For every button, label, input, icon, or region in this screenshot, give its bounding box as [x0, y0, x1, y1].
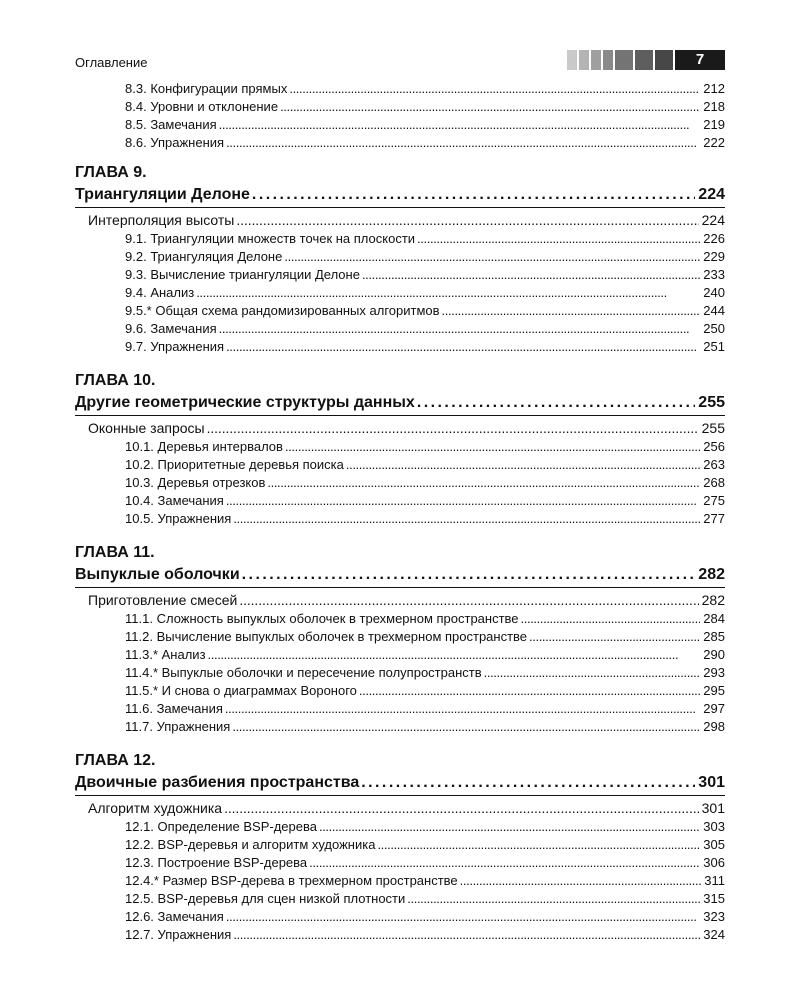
entry-title: Триангуляции множеств точек на плоскости: [150, 231, 416, 246]
entry-title: Общая схема рандомизированных алгоритмов: [155, 303, 440, 318]
page-number: 7: [675, 50, 725, 70]
dot-leader: [359, 682, 700, 700]
entry-title: Размер BSP-дерева в трехмерном пространстве: [162, 873, 458, 888]
dot-leader: [224, 798, 699, 818]
entry-page: 224: [701, 212, 725, 228]
entry-number: 12.4.*: [125, 873, 159, 888]
entry-page: 297: [703, 701, 725, 716]
entry-title: Деревья интервалов: [157, 439, 283, 454]
entry-number: 10.1.: [125, 439, 154, 454]
header-bar-block: [567, 50, 577, 70]
entry-title: Построение BSP-дерева: [157, 855, 308, 870]
entry-title: Оконные запросы: [88, 420, 205, 436]
entry-page: 282: [701, 592, 725, 608]
toc-entry[interactable]: [125, 610, 725, 628]
entry-page: 212: [703, 81, 725, 96]
dot-leader: [239, 590, 698, 610]
dot-leader: [226, 492, 700, 510]
section-entry[interactable]: [88, 798, 725, 818]
chapter-label: ГЛАВА 11.: [75, 544, 155, 561]
entry-title: Вычисление триангуляции Делоне: [150, 267, 360, 282]
dot-leader: [236, 210, 698, 230]
page-header: [75, 50, 725, 72]
entry-number: 12.3.: [125, 855, 154, 870]
entry-number: 9.6.: [125, 321, 147, 336]
entry-number: 8.6.: [125, 135, 147, 150]
dot-leader: [361, 772, 695, 794]
entry-title: Замечания: [150, 117, 217, 132]
dot-leader: [280, 98, 700, 116]
toc-entry[interactable]: [125, 474, 725, 492]
entry-title: Замечания: [157, 493, 224, 508]
entry-number: 11.7.: [125, 719, 153, 734]
continued-entries: [75, 80, 725, 152]
toc-entry[interactable]: [125, 682, 725, 700]
entry-page: 295: [703, 683, 725, 698]
dot-leader: [285, 438, 700, 456]
entry-title: Анализ: [150, 285, 195, 300]
entry-page: 229: [703, 249, 725, 264]
toc-entry[interactable]: [125, 854, 725, 872]
entry-page: 298: [703, 719, 725, 734]
toc-entry[interactable]: [125, 438, 725, 456]
toc-entry[interactable]: [125, 836, 725, 854]
entry-number: 11.5.*: [125, 683, 159, 698]
entry-number: 12.2.: [125, 837, 154, 852]
toc-entry[interactable]: [125, 510, 725, 528]
entry-title: BSP-деревья и алгоритм художника: [157, 837, 376, 852]
toc-entry[interactable]: [125, 628, 725, 646]
entry-title: И снова о диаграммах Вороного: [161, 683, 357, 698]
dot-leader: [417, 392, 695, 414]
entry-title: Триангуляция Делоне: [150, 249, 283, 264]
entry-page: 301: [701, 800, 725, 816]
gradient-blocks: [567, 50, 673, 70]
entry-title: Упражнения: [150, 135, 225, 150]
toc-entry[interactable]: [125, 818, 725, 836]
entry-title: Определение BSP-дерева: [157, 819, 317, 834]
header-bar-block: [615, 50, 633, 70]
entry-number: 9.2.: [125, 249, 147, 264]
entry-number: 11.2.: [125, 629, 153, 644]
entry-number: 10.4.: [125, 493, 154, 508]
chapter-title-entry[interactable]: [75, 564, 725, 588]
toc-entry[interactable]: [125, 80, 725, 98]
toc-entry[interactable]: [125, 230, 725, 248]
dot-leader: [417, 230, 700, 248]
running-title: Оглавление: [75, 55, 148, 70]
entry-title: Сложность выпуклых оболочек в трехмерном пространстве: [156, 611, 519, 626]
chapter-block: [75, 542, 725, 736]
chapter-title-entry[interactable]: [75, 392, 725, 416]
entry-number: 8.3.: [125, 81, 147, 96]
entry-page: 305: [703, 837, 725, 852]
dot-leader: [196, 284, 700, 302]
dot-leader: [362, 266, 700, 284]
entry-page: 303: [703, 819, 725, 834]
chapter-block: [75, 162, 725, 356]
entry-title: Деревья отрезков: [157, 475, 266, 490]
dot-leader: [232, 718, 700, 736]
entry-page: 218: [703, 99, 725, 114]
entry-number: 12.7.: [125, 927, 154, 942]
toc-entry[interactable]: [125, 718, 725, 736]
dot-leader: [219, 116, 701, 134]
section-entry[interactable]: [88, 590, 725, 610]
entry-page: 293: [703, 665, 725, 680]
dot-leader: [208, 646, 701, 664]
entry-page: 290: [703, 647, 725, 662]
entry-title: Двоичные разбиения пространства: [75, 774, 360, 791]
dot-leader: [233, 510, 700, 528]
header-decoration-bar: [567, 50, 725, 70]
entry-page: 323: [703, 909, 725, 924]
toc-entry[interactable]: [125, 338, 725, 356]
toc-entry[interactable]: [125, 248, 725, 266]
toc-entry[interactable]: [125, 134, 725, 152]
entry-page: 224: [698, 186, 725, 203]
entry-title: Триангуляции Делоне: [75, 186, 250, 203]
entry-page: 244: [703, 303, 725, 318]
table-of-contents: [75, 80, 725, 944]
entry-page: 222: [703, 135, 725, 150]
toc-entry[interactable]: [125, 890, 725, 908]
dot-leader: [309, 854, 700, 872]
toc-entry[interactable]: [125, 646, 725, 664]
dot-leader: [233, 926, 700, 944]
entry-title: Замечания: [157, 909, 224, 924]
entry-page: 311: [704, 873, 725, 888]
entry-number: 10.3.: [125, 475, 154, 490]
entry-title: BSP-деревья для сцен низкой плотности: [157, 891, 406, 906]
dot-leader: [521, 610, 701, 628]
dot-leader: [407, 890, 700, 908]
entry-title: Упражнения: [157, 927, 232, 942]
entry-page: 282: [698, 566, 725, 583]
header-bar-block: [655, 50, 673, 70]
entry-page: 285: [703, 629, 725, 644]
entry-number: 11.3.*: [125, 647, 159, 662]
entry-page: 275: [703, 493, 725, 508]
header-bar-block: [635, 50, 653, 70]
entry-number: 8.5.: [125, 117, 147, 132]
toc-entry[interactable]: [125, 98, 725, 116]
entry-page: 255: [701, 420, 725, 436]
chapter-label: ГЛАВА 9.: [75, 164, 147, 181]
dot-leader: [346, 456, 700, 474]
header-bar-block: [591, 50, 601, 70]
dot-leader: [319, 818, 700, 836]
entry-title: Алгоритм художника: [88, 800, 223, 816]
dot-leader: [529, 628, 700, 646]
entry-number: 10.5.: [125, 511, 154, 526]
entry-title: Другие геометрические структуры данных: [75, 394, 415, 411]
toc-entry[interactable]: [125, 116, 725, 134]
dot-leader: [484, 664, 701, 682]
toc-entry[interactable]: [125, 908, 725, 926]
entry-number: 8.4.: [125, 99, 147, 114]
entry-page: 233: [703, 267, 725, 282]
dot-leader: [219, 320, 701, 338]
entry-number: 9.7.: [125, 339, 147, 354]
entry-number: 9.1.: [125, 231, 147, 246]
dot-leader: [242, 564, 696, 586]
entry-number: 11.4.*: [125, 665, 159, 680]
entry-page: 240: [703, 285, 725, 300]
dot-leader: [289, 80, 700, 98]
chapter-block: [75, 750, 725, 944]
entry-number: 12.1.: [125, 819, 154, 834]
entry-page: 315: [703, 891, 725, 906]
entry-page: 277: [703, 511, 725, 526]
toc-entry[interactable]: [125, 284, 725, 302]
entry-title: Приоритетные деревья поиска: [157, 457, 344, 472]
entry-page: 268: [703, 475, 725, 490]
chapter-label: ГЛАВА 10.: [75, 372, 156, 389]
entry-number: 9.3.: [125, 267, 147, 282]
dot-leader: [284, 248, 700, 266]
entry-number: 11.1.: [125, 611, 153, 626]
entry-page: 250: [703, 321, 725, 336]
toc-entry[interactable]: [125, 320, 725, 338]
dot-leader: [460, 872, 702, 890]
chapter-title-entry[interactable]: [75, 772, 725, 796]
entry-page: 263: [703, 457, 725, 472]
entry-page: 256: [703, 439, 725, 454]
toc-entry[interactable]: [125, 492, 725, 510]
entry-page: 219: [703, 117, 725, 132]
entry-title: Замечания: [156, 701, 223, 716]
entry-page: 226: [703, 231, 725, 246]
entry-page: 301: [698, 774, 725, 791]
chapters-list: [75, 162, 725, 944]
chapter-title-entry[interactable]: [75, 184, 725, 208]
entry-number: 9.5.*: [125, 303, 152, 318]
entry-title: Замечания: [150, 321, 217, 336]
entry-title: Упражнения: [157, 511, 232, 526]
toc-entry[interactable]: [125, 700, 725, 718]
dot-leader: [267, 474, 700, 492]
toc-entry[interactable]: [125, 926, 725, 944]
entry-number: 9.4.: [125, 285, 147, 300]
entry-page: 306: [703, 855, 725, 870]
entry-number: 11.6.: [125, 701, 153, 716]
toc-entry[interactable]: [125, 266, 725, 284]
toc-entry[interactable]: [125, 872, 725, 890]
entry-page: 324: [703, 927, 725, 942]
entry-title: Уровни и отклонение: [150, 99, 279, 114]
entry-number: 10.2.: [125, 457, 154, 472]
entry-title: Выпуклые оболочки: [75, 566, 240, 583]
header-bar-block: [603, 50, 613, 70]
dot-leader: [226, 908, 700, 926]
entry-page: 251: [703, 339, 725, 354]
entry-title: Упражнения: [150, 339, 225, 354]
toc-entry[interactable]: [125, 302, 725, 320]
entry-page: 255: [698, 394, 725, 411]
dot-leader: [377, 836, 700, 854]
entry-number: 12.5.: [125, 891, 154, 906]
entry-number: 12.6.: [125, 909, 154, 924]
entry-title: Конфигурации прямых: [150, 81, 288, 96]
chapter-block: [75, 370, 725, 528]
dot-leader: [225, 700, 700, 718]
chapter-label: ГЛАВА 12.: [75, 752, 156, 769]
toc-entry[interactable]: [125, 664, 725, 682]
entry-title: Интерполяция высоты: [88, 212, 235, 228]
dot-leader: [207, 418, 699, 438]
toc-entry[interactable]: [125, 456, 725, 474]
section-entry[interactable]: [88, 210, 725, 230]
entry-title: Анализ: [161, 647, 206, 662]
entry-title: Выпуклые оболочки и пересечение полупространств: [161, 665, 482, 680]
dot-leader: [442, 302, 701, 320]
entry-title: Приготовление смесей: [88, 592, 238, 608]
section-entry[interactable]: [88, 418, 725, 438]
entry-title: Вычисление выпуклых оболочек в трехмерном пространстве: [156, 629, 528, 644]
entry-title: Упражнения: [156, 719, 231, 734]
dot-leader: [226, 338, 700, 356]
header-bar-block: [579, 50, 589, 70]
dot-leader: [252, 184, 695, 206]
entry-page: 284: [703, 611, 725, 626]
dot-leader: [226, 134, 700, 152]
